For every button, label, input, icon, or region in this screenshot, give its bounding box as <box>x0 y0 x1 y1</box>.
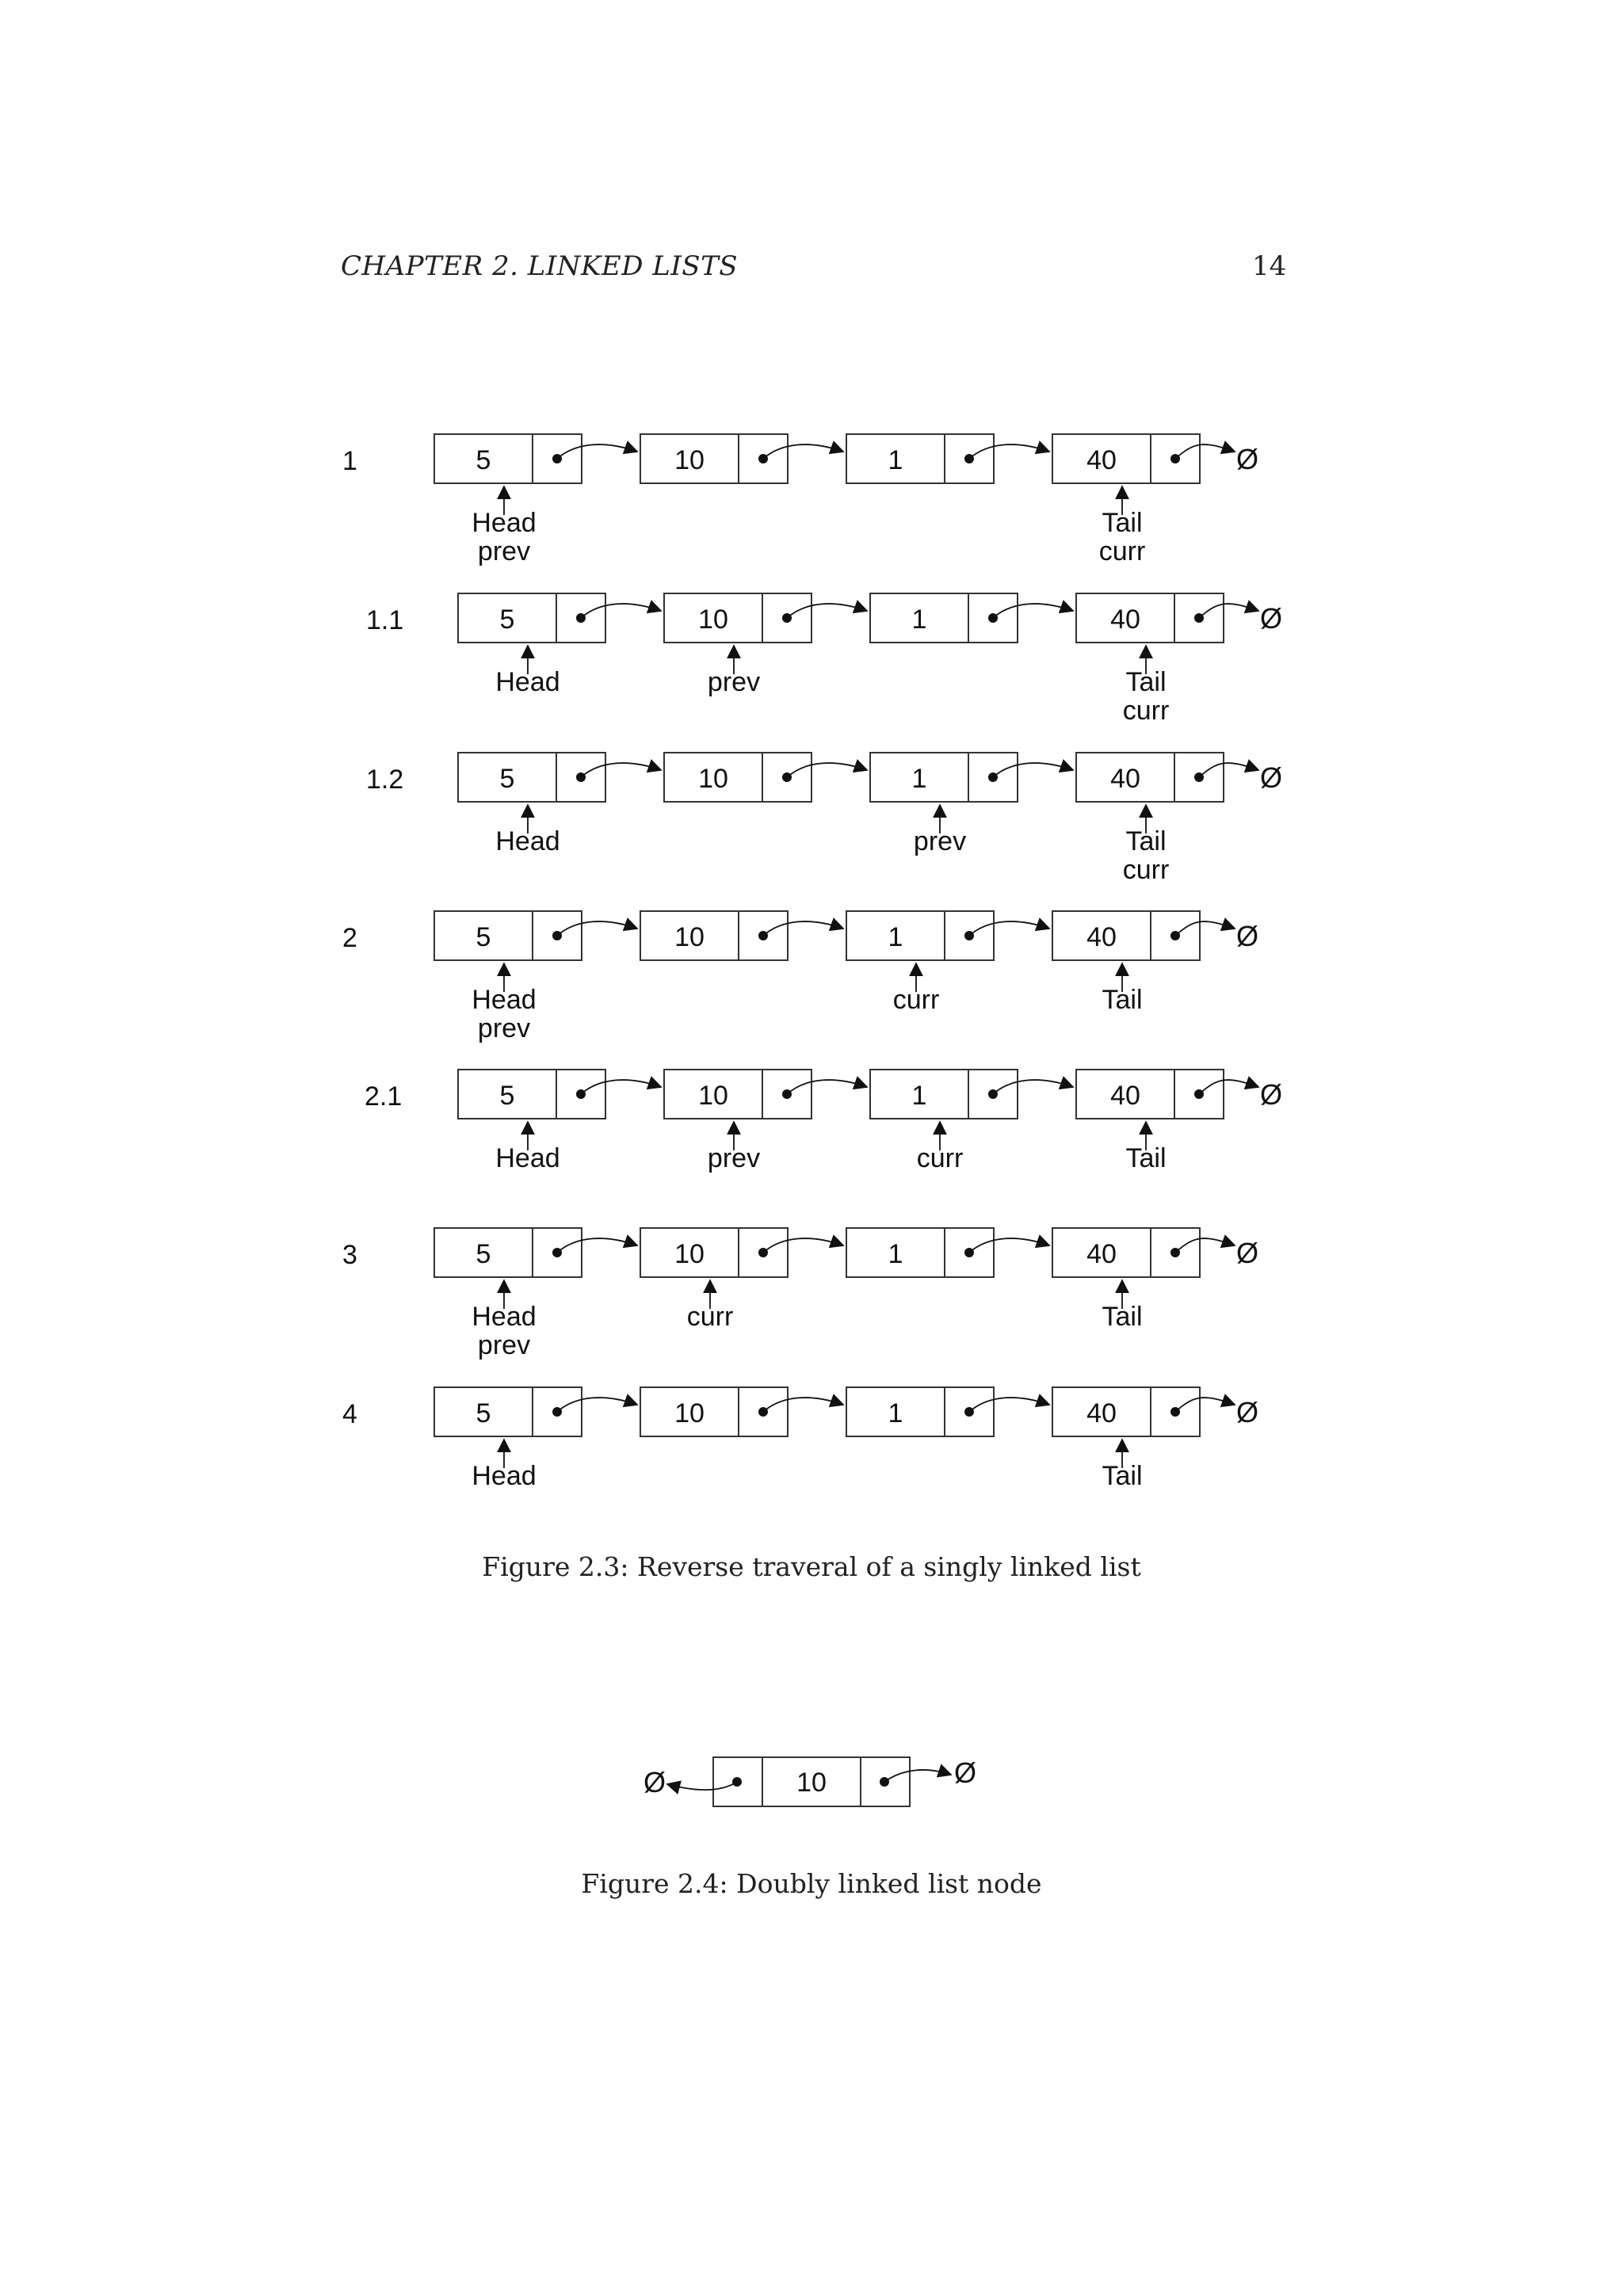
node-value: 5 <box>475 1398 491 1428</box>
pointer-label: Head <box>472 508 537 538</box>
pointer-label: curr <box>1122 855 1170 885</box>
null-symbol: Ø <box>1235 1396 1259 1428</box>
figure-2-3-caption: Figure 2.3: Reverse traveral of a singly linked list <box>482 1551 1141 1582</box>
pointer-label: prev <box>913 826 967 856</box>
node-value: 5 <box>499 1081 515 1111</box>
pointer-label: Tail <box>1102 508 1143 538</box>
pointer-label: curr <box>1122 696 1170 726</box>
node-value: 1 <box>911 1081 927 1111</box>
node-value: 10 <box>796 1768 827 1798</box>
node-value: 1 <box>888 1239 903 1269</box>
pointer-label: Tail <box>1102 1461 1143 1491</box>
node-value: 40 <box>1110 764 1140 794</box>
pointer-label: Tail <box>1125 1143 1167 1173</box>
pointer-label: prev <box>477 536 531 566</box>
step-label: 3 <box>342 1240 357 1270</box>
node-value: 1 <box>911 764 927 794</box>
null-symbol-right: Ø <box>953 1756 977 1789</box>
null-symbol-left: Ø <box>643 1766 666 1798</box>
step-label: 1 <box>342 446 357 476</box>
node-value: 1 <box>888 922 903 952</box>
pointer-label: Tail <box>1125 667 1167 697</box>
node-value: 40 <box>1086 922 1117 952</box>
node-value: 5 <box>499 764 515 794</box>
pointer-label: curr <box>686 1302 734 1332</box>
node-value: 5 <box>475 1239 491 1269</box>
node-value: 5 <box>475 922 491 952</box>
pointer-label: Tail <box>1125 826 1167 856</box>
node-value: 40 <box>1110 1081 1140 1111</box>
node-value: 40 <box>1086 1239 1117 1269</box>
node-value: 40 <box>1110 605 1140 635</box>
step-label: 2.1 <box>365 1081 403 1112</box>
pointer-label: curr <box>892 985 940 1015</box>
pointer-label: Head <box>495 1143 560 1173</box>
step-label: 1.1 <box>366 605 404 635</box>
pointer-label: prev <box>477 1330 531 1360</box>
step-label: 4 <box>342 1399 357 1429</box>
pointer-label: curr <box>916 1143 964 1173</box>
node-value: 10 <box>698 1081 728 1111</box>
pointer-label: curr <box>1098 536 1146 566</box>
null-symbol: Ø <box>1259 602 1283 635</box>
null-symbol: Ø <box>1259 761 1283 794</box>
node-value: 10 <box>674 1398 705 1428</box>
node-value: 5 <box>499 605 515 635</box>
null-symbol: Ø <box>1235 1237 1259 1269</box>
chapter-header: CHAPTER 2. LINKED LISTS <box>341 250 739 282</box>
doubly-linked-node <box>643 1756 976 1806</box>
next-arrow <box>884 1770 951 1782</box>
node-value: 1 <box>888 1398 903 1428</box>
pointer-label: Head <box>495 826 560 856</box>
step-label: 2 <box>342 923 357 953</box>
null-symbol: Ø <box>1259 1078 1283 1111</box>
pointer-label: Tail <box>1102 1302 1143 1332</box>
pointer-label: prev <box>707 667 761 697</box>
node-value: 40 <box>1086 1398 1117 1428</box>
node-value: 10 <box>674 1239 705 1269</box>
figure-2-4-caption: Figure 2.4: Doubly linked list node <box>581 1868 1042 1899</box>
pointer-label: Head <box>472 985 537 1015</box>
prev-arrow <box>667 1782 737 1790</box>
node-value: 1 <box>888 445 903 475</box>
pointer-label: Head <box>472 1461 537 1491</box>
node-value: 5 <box>475 445 491 475</box>
pointer-label: prev <box>707 1143 761 1173</box>
node-value: 1 <box>911 605 927 635</box>
node-value: 40 <box>1086 445 1117 475</box>
pointer-label: Head <box>495 667 560 697</box>
step-label: 1.2 <box>366 765 404 795</box>
pointer-label: prev <box>477 1013 531 1043</box>
page-number: 14 <box>1252 250 1287 282</box>
pointer-label: Head <box>472 1302 537 1332</box>
node-value: 10 <box>698 605 728 635</box>
pointer-label: Tail <box>1102 985 1143 1015</box>
node-value: 10 <box>674 445 705 475</box>
node-value: 10 <box>698 764 728 794</box>
null-symbol: Ø <box>1235 443 1259 475</box>
node-value: 10 <box>674 922 705 952</box>
null-symbol: Ø <box>1235 920 1259 952</box>
